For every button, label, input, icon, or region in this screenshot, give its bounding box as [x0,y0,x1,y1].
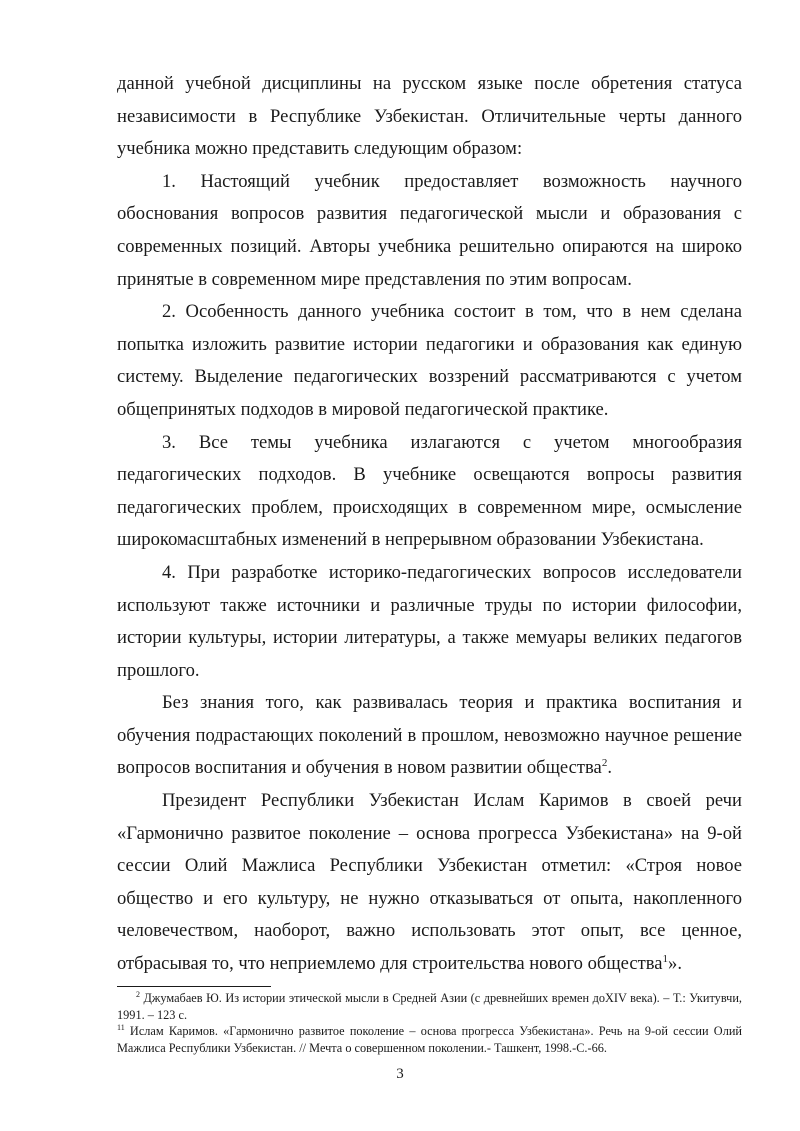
paragraph [117,785,742,981]
paragraph: данной учебной дисциплины на русском языке после обретения статуса независимости в Республике Узбекистан. Отличительные черты данного учебника можно представить следующим образом: [117,73,742,160]
paragraph-tail: ». [668,953,682,975]
footnote [117,990,742,1023]
page-number: 3 [396,1066,404,1082]
list-item-2: 2. Особенность данного учебника состоит в том, что в нем сделана попытка изложить развитие истории педагогики и образования как единую систему. Выделение педагогических воззрений рассматриваются с учетом общепринятых подходов в мировой педагогической практике. [117,301,742,420]
footnote-mark: 11 [117,1022,125,1032]
paragraph-tail: . [607,757,612,779]
footnote-reference[interactable]: 2 [601,757,608,770]
footnote-mark: 2 [136,989,140,999]
footnote-separator [117,986,271,987]
main-text [117,68,742,981]
paragraph-text: Без знания того, как развивалась теория и практика воспитания и обучения подрастающих поколений в прошлом, невозможно научное решение вопросов воспитания и обучения в новом развитии общества [117,692,742,779]
list-item-4: 4. При разработке историко-педагогических вопросов исследователи используют также источники и различные труды по истории философии, истории культуры, истории литературы, а также мемуары великих педагогов прошлого. [117,561,742,681]
footnote-text: Ислам Каримов. «Гармонично развитое поколение – основа прогресса Узбекистана». Речь на 9-ой сессии Олий Мажлиса Республики Узбекистан. // Мечта о совершенном поколении.- Ташкент, 1998.-С.-66. [117,1024,742,1055]
footnotes [117,990,742,1056]
footnote-reference[interactable]: 1 [662,952,669,965]
footnote-text: Джумабаев Ю. Из истории этической мысли в Средней Азии (с древнейших времен доXIV века). – Т.: Укитувчи, 1991. – 123 с. [117,991,742,1022]
list-item-1: 1. Настоящий учебник предоставляет возможность научного обоснования вопросов развития педагогической мысли и образования с современных позиций. Авторы учебника решительно опираются на широко принятые в современном мире представления по этим вопросам. [117,170,742,290]
footnote [117,1023,742,1056]
list-item-3: 3. Все темы учебника излагаются с учетом многообразия педагогических подходов. В учебнике освещаются вопросы развития педагогических проблем, происходящих в современном мире, осмысление широкомасштабных изменений в непрерывном образовании Узбекистана. [117,431,742,551]
paragraph-text: Президент Республики Узбекистан Ислам Каримов в своей речи «Гармонично развитое поколение – основа прогресса Узбекистана» на 9-ой сессии Олий Мажлиса Республики Узбекистан отметил: «Строя новое общество и его культуру, не нужно отказываться от опыта, накопленного человечеством, наоборот, важно использовать этот опыт, все ценное, отбрасывая то, что неприемлемо для строительства нового общества [117,790,742,975]
paragraph [117,687,742,785]
